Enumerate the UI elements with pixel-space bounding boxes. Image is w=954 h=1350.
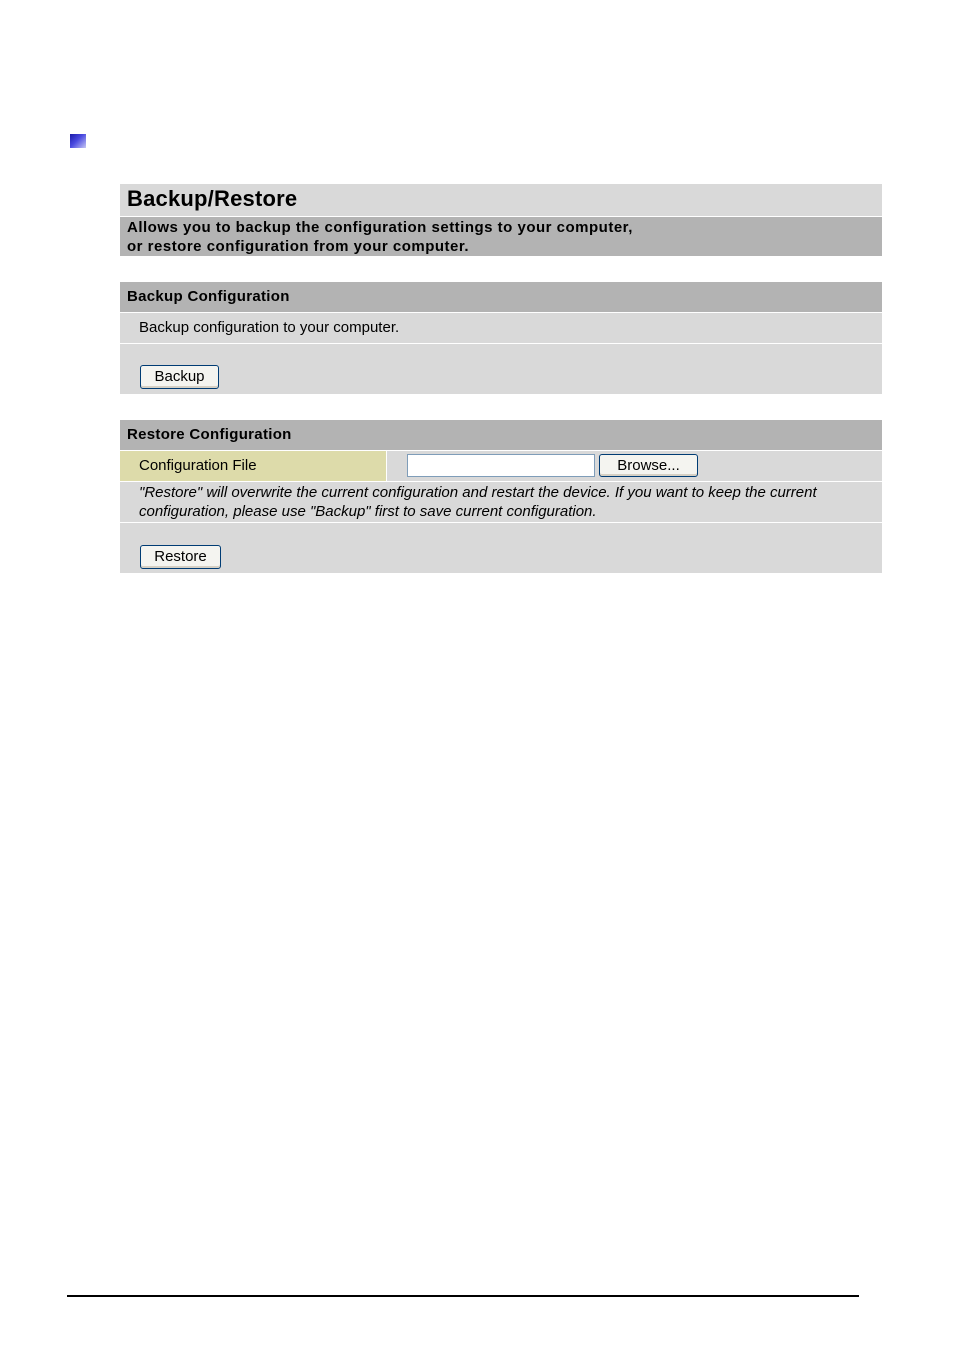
browse-button[interactable]: Browse... [599, 454, 698, 477]
restore-warning-line-1: "Restore" will overwrite the current configuration and restart the device. If you want to keep the current [139, 484, 817, 501]
configuration-file-input[interactable] [407, 454, 595, 477]
page-title: Backup/Restore [127, 186, 298, 211]
configuration-file-row [120, 451, 882, 482]
backup-section [120, 282, 882, 394]
configuration-file-label: Configuration File [139, 457, 257, 474]
configuration-file-label-cell [120, 451, 387, 481]
restore-warning-row [120, 482, 882, 523]
page-title-row [120, 184, 882, 217]
page-description [120, 217, 882, 256]
backup-description-row [120, 313, 882, 344]
restore-section-header [120, 420, 882, 451]
restore-section [120, 420, 882, 573]
backup-button-row [120, 344, 882, 394]
backup-button[interactable]: Backup [140, 365, 219, 389]
backup-description: Backup configuration to your computer. [139, 319, 400, 336]
backup-section-title: Backup Configuration [127, 288, 290, 305]
page-description-line-1: Allows you to backup the configuration settings to your computer, [127, 219, 633, 236]
footer-divider [67, 1295, 859, 1297]
restore-button-row [120, 523, 882, 573]
page-description-line-2: or restore configuration from your computer. [127, 238, 470, 255]
backup-section-header [120, 282, 882, 313]
restore-section-title: Restore Configuration [127, 426, 292, 443]
restore-button[interactable]: Restore [140, 545, 221, 569]
page-title-panel [120, 184, 882, 256]
square-bullet-icon [70, 134, 86, 148]
restore-warning-line-2: configuration, please use "Backup" first to save current configuration. [139, 503, 597, 520]
